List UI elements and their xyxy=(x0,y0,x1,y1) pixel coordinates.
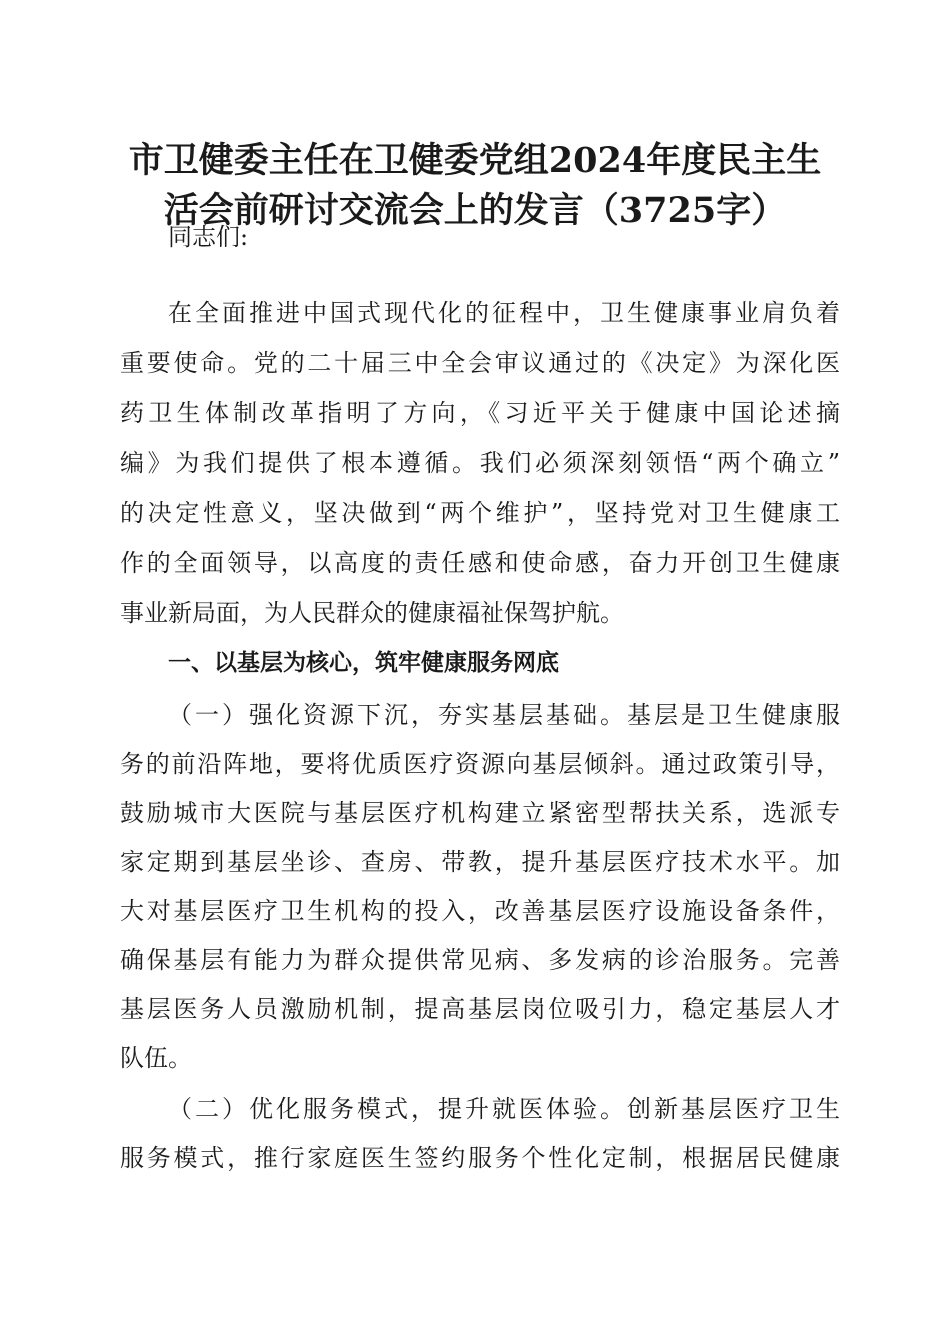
intro-line: 在全面推进中国式现代化的征程中，卫生健康事业肩负着 xyxy=(168,299,840,327)
intro-line: 的决定性意义，坚决做到“两个维护”，坚持党对卫生健康工 xyxy=(120,499,840,527)
intro-line: 事业新局面，为人民群众的健康福祉保驾护航。 xyxy=(120,599,624,627)
title-line-1: 市卫健委主任在卫健委党组2024年度民主生 xyxy=(128,140,822,181)
salutation: 同志们: xyxy=(168,223,249,251)
sub1-line: 鼓励城市大医院与基层医疗机构建立紧密型帮扶关系，选派专 xyxy=(120,799,840,827)
intro-line: 重要使命。党的二十届三中全会审议通过的《决定》为深化医 xyxy=(120,349,840,377)
sub2-line: （二）优化服务模式，提升就医体验。创新基层医疗卫生 xyxy=(168,1095,840,1123)
sub1-line: 基层医务人员激励机制，提高基层岗位吸引力，稳定基层人才 xyxy=(120,995,840,1023)
sub2-line: 服务模式，推行家庭医生签约服务个性化定制，根据居民健康 xyxy=(120,1144,840,1172)
document-title xyxy=(100,136,850,236)
sub1-line: 大对基层医疗卫生机构的投入，改善基层医疗设施设备条件， xyxy=(120,897,840,925)
sub1-line: （一）强化资源下沉，夯实基层基础。基层是卫生健康服 xyxy=(168,701,840,729)
intro-line: 作的全面领导，以高度的责任感和使命感，奋力开创卫生健康 xyxy=(120,549,840,577)
title-line-2: 活会前研讨交流会上的发言（3725字） xyxy=(163,190,787,231)
intro-line: 编》为我们提供了根本遵循。我们必须深刻领悟“两个确立” xyxy=(120,449,840,477)
sub1-line: 确保基层有能力为群众提供常见病、多发病的诊治服务。完善 xyxy=(120,946,840,974)
sub1-line: 务的前沿阵地，要将优质医疗资源向基层倾斜。通过政策引导， xyxy=(120,750,840,778)
intro-line: 药卫生体制改革指明了方向，《习近平关于健康中国论述摘 xyxy=(120,399,840,427)
sub1-line: 队伍。 xyxy=(120,1044,192,1072)
sub1-line: 家定期到基层坐诊、查房、带教，提升基层医疗技术水平。加 xyxy=(120,848,840,876)
section-heading-1: 一、以基层为核心，筑牢健康服务网底 xyxy=(168,650,559,676)
